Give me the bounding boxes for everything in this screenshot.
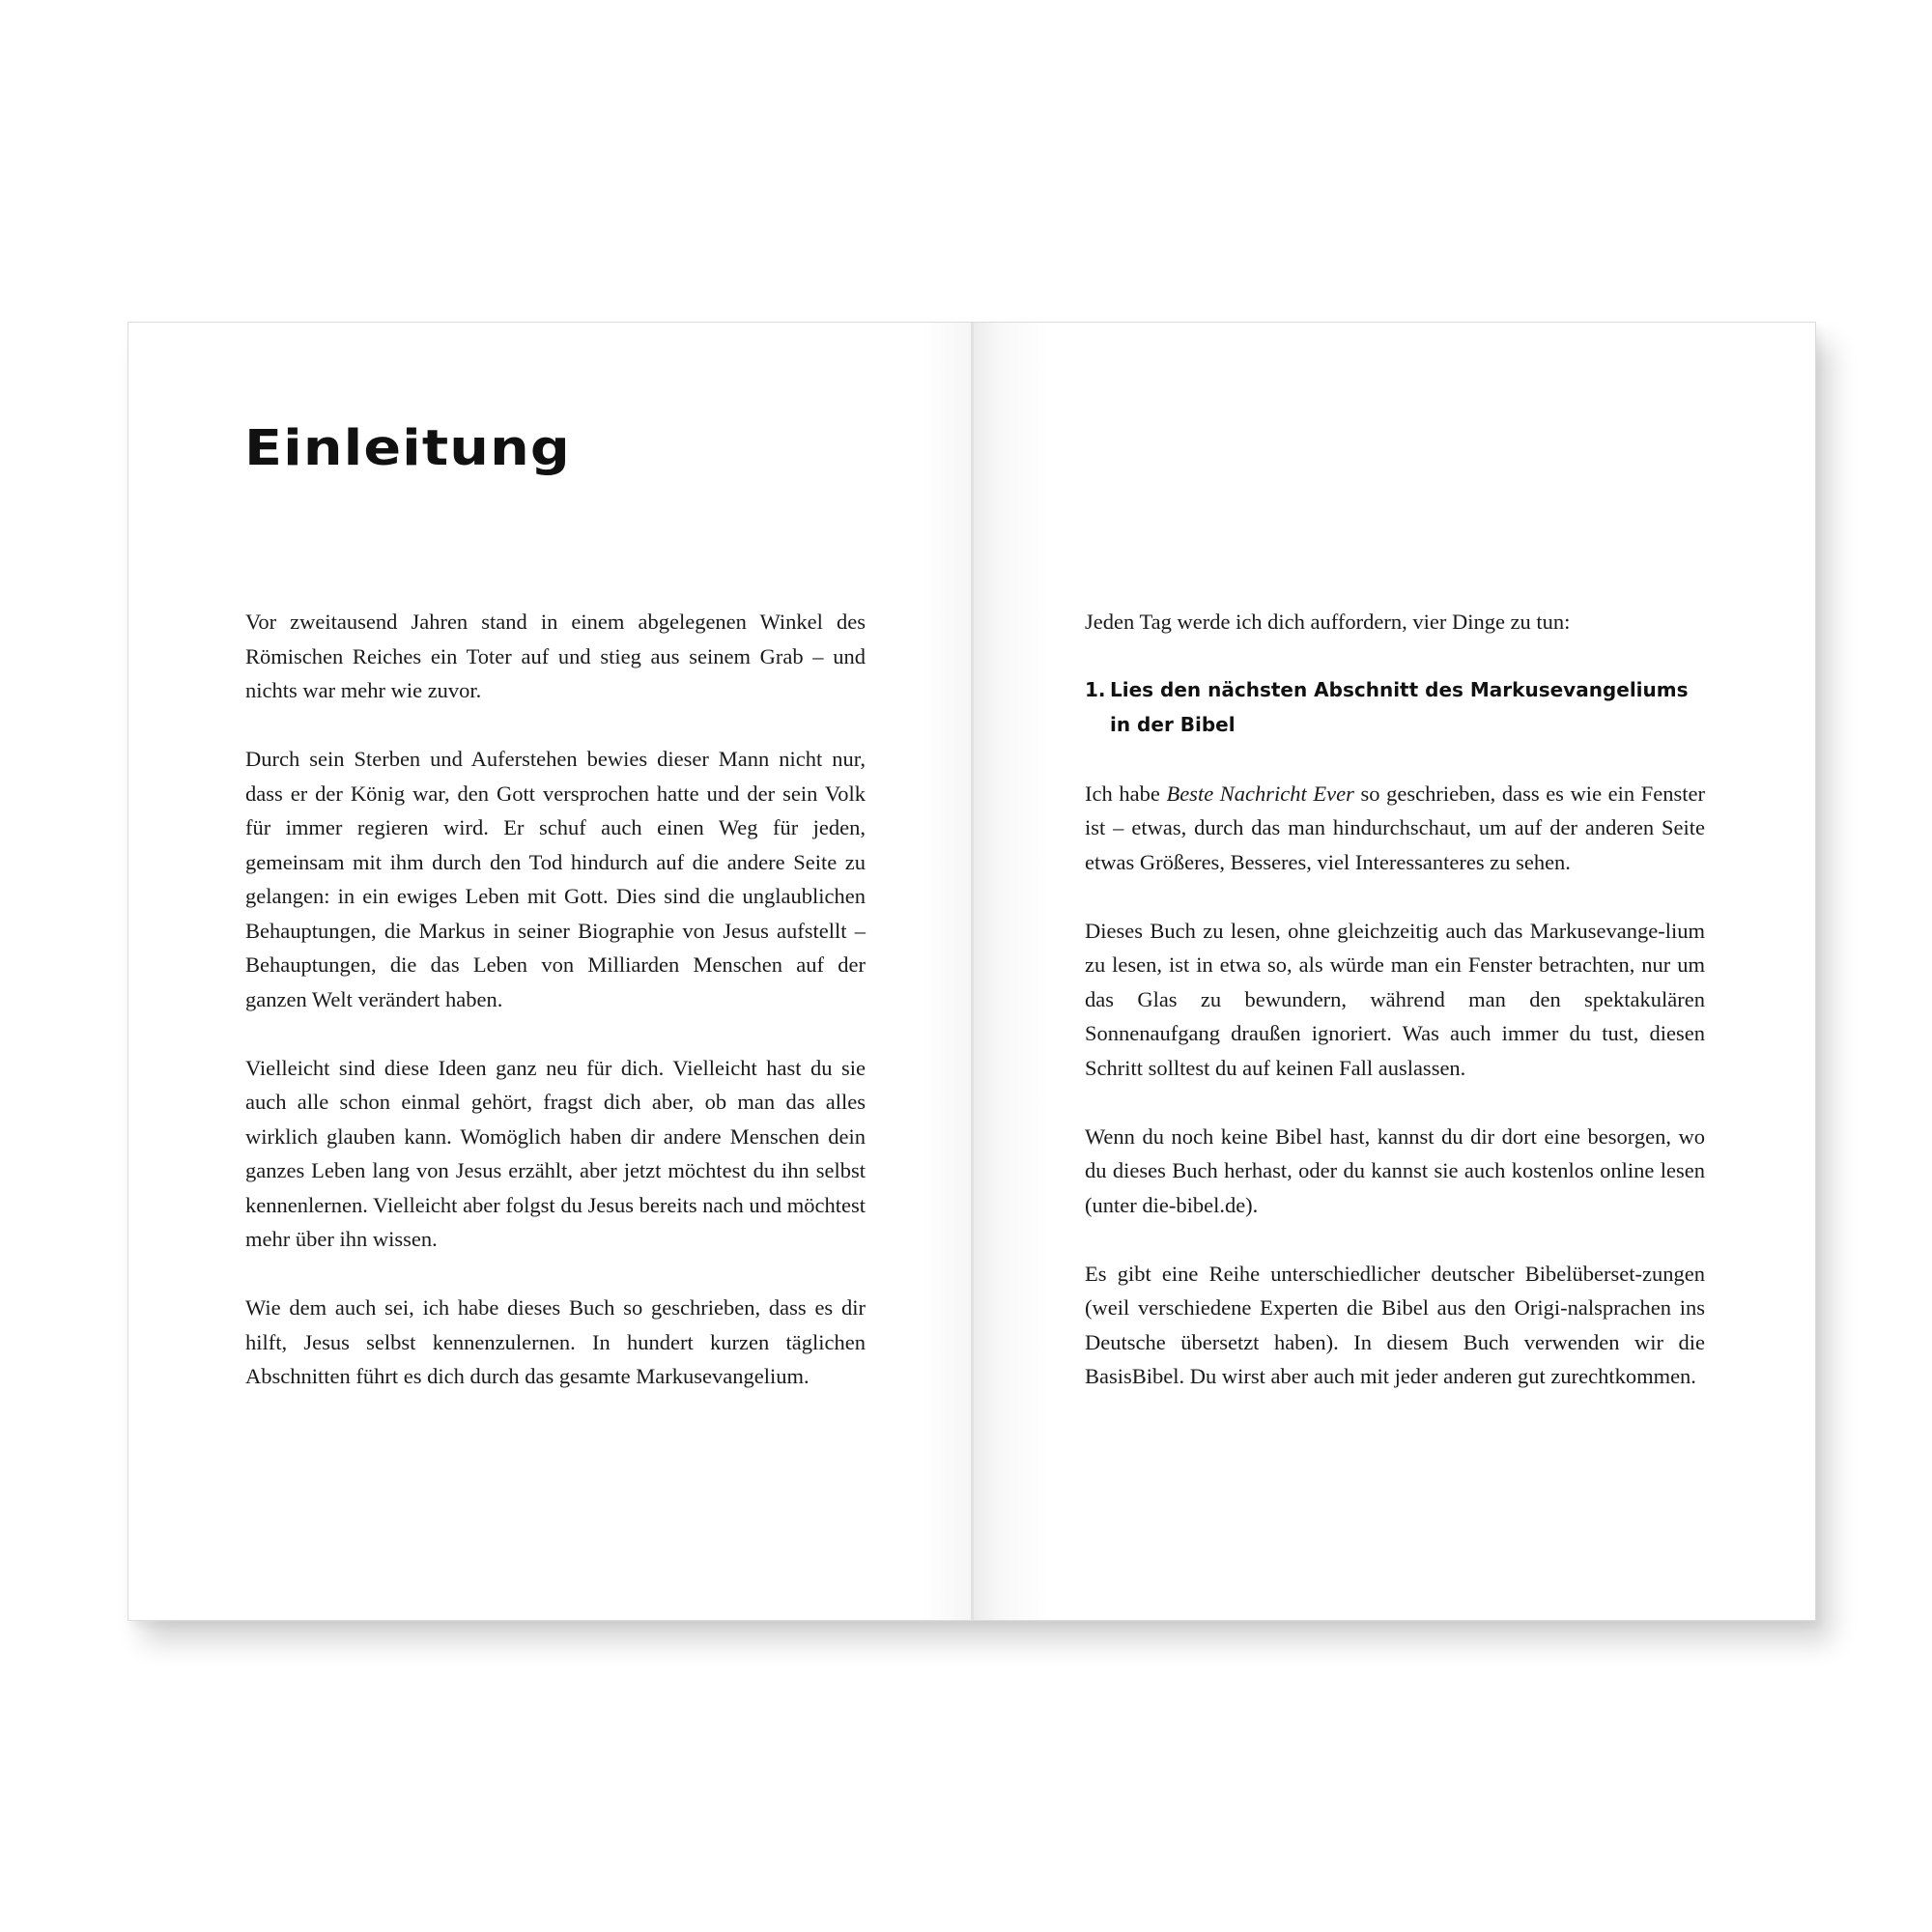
paragraph-text: so geschrieben, dass es wie ein Fenster ist – etwas, durch das man hindurchschaut, um auf der anderen Seite etwas Größeres, Besseres, viel Interessanteres zu sehen. (1085, 781, 1706, 874)
book-spread (128, 322, 1816, 1621)
right-page (974, 323, 1815, 1620)
paragraph: Dieses Buch zu lesen, ohne gleichzeitig auch das Markusevange-lium zu lesen, ist in etwa so, als würde man ein Fenster betrachten, nur um das Glas zu bewundern, während man den spektakulären Sonnenaufgang draußen ignoriert. Was auch immer du tust, diesen Schritt solltest du auf keinen Fall auslassen. (1085, 918, 1705, 1080)
paragraph: Vielleicht sind diese Ideen ganz neu für dich. Vielleicht hast du sie auch alle schon einmal gehört, fragst dich aber, ob man das alles wirklich glauben kann. Womöglich haben dir andere Menschen dein ganzes Leben lang von Jesus erzählt, aber jetzt möchtest du ihn selbst kennenlernen. Vielleicht aber folgst du Jesus bereits nach und möchtest mehr über ihn wissen. (245, 1055, 866, 1251)
step-title: Lies den nächsten Abschnitt des Markusevangeliums in der Bibel (1110, 678, 1689, 736)
paragraph: Es gibt eine Reihe unterschiedlicher deutscher Bibelüberset-zungen (weil verschiedene Experten die Bibel aus den Origi-nalsprachen ins Deutsche übersetzt haben). In diesem Buch verwenden wir die BasisBibel. Du wirst aber auch mit jeder anderen gut zurechtkommen. (1085, 1261, 1705, 1388)
paragraph-text: Ich habe (1085, 781, 1167, 806)
left-page (128, 323, 971, 1620)
paragraph: Durch sein Sterben und Auferstehen bewies dieser Mann nicht nur, dass er der König war, den Gott versprochen hatte und der sein Volk für immer regieren wird. Er schuf auch einen Weg für jeden, gemeinsam mit ihm durch den Tod hindurch auf die andere Seite zu gelangen: in ein ewiges Leben mit Gott. Dies sind die unglaublichen Behauptungen, die Markus in seiner Biographie von Jesus aufstellt – Behauptungen, die das Leben von Milliarden Menschen auf der ganzen Welt verändert haben. (245, 747, 866, 1011)
paragraph: Vor zweitausend Jahren stand in einem abgelegenen Winkel des Römischen Reiches ein Toter auf und stieg aus seinem Grab – und nichts war mehr wie zuvor. (245, 610, 866, 702)
paragraph: Wie dem auch sei, ich habe dieses Buch so geschrieben, dass es dir hilft, Jesus selbst kennenzulernen. In hundert kurzen täglichen Abschnitten führt es dich durch das gesamte Markusevangelium. (245, 1295, 866, 1388)
step-heading (1085, 673, 1705, 742)
step-number: 1. (1085, 678, 1106, 701)
left-page-body (245, 605, 866, 1394)
chapter-heading: Einleitung (244, 420, 571, 477)
paragraph: Wenn du noch keine Bibel hast, kannst du dir dort eine besorgen, wo du dieses Buch herhast, oder du kannst sie auch kostenlos online lesen (unter die-bibel.de). (1085, 1123, 1705, 1217)
intro-paragraph: Jeden Tag werde ich dich auffordern, vier Dinge zu tun: (1085, 610, 1571, 634)
book-title: Beste Nachricht Ever (1166, 781, 1354, 806)
right-page-body (1085, 605, 1705, 1394)
paragraph (1085, 777, 1705, 880)
